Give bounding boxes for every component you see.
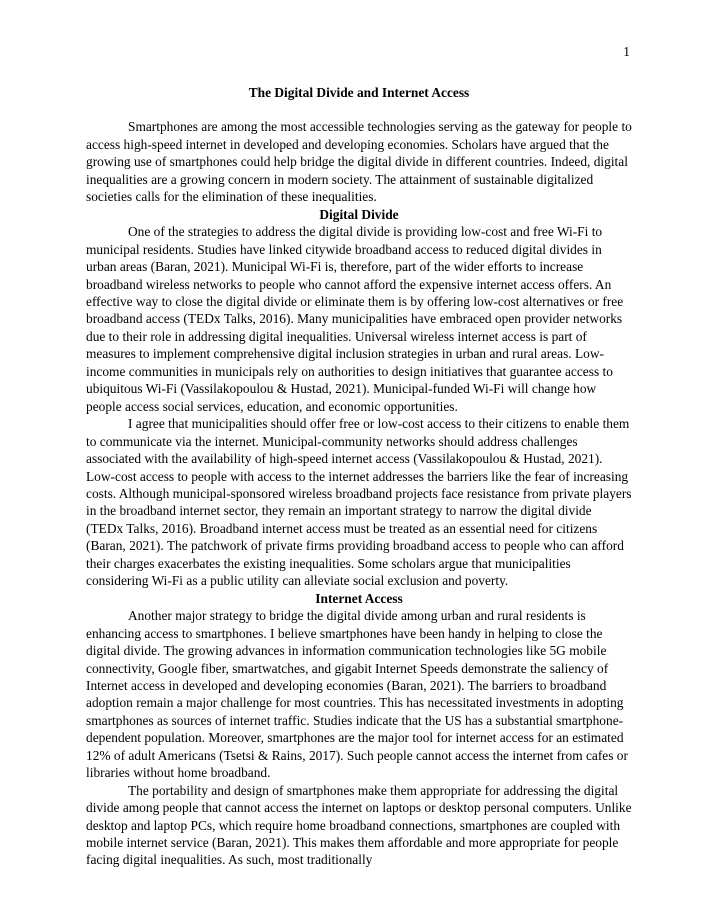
section-heading-internet-access: Internet Access [315, 590, 403, 606]
body-paragraph: The portability and design of smartphones make them appropriate for addressing the digital divide among people that cannot access the internet on laptops or desktop personal computers. Unlike desktop and laptop PCs, which require home broadband connections, smartphones are coupled with mobile internet service (Baran, 2021). This makes them affordable and more appropriate for people facing digital inequalities. As such, most traditionally [86, 782, 632, 868]
document-body [86, 84, 632, 869]
body-paragraph: One of the strategies to address the digital divide is providing low-cost and free Wi-Fi to municipal residents. Studies have linked citywide broadband access to reduced digital divides in urban areas (Baran, 2021). Municipal Wi-Fi is, therefore, part of the wider efforts to increase broadband wireless networks to people who cannot afford the expensive internet access offers. An effective way to close the digital divide or eliminate them is by offering low-cost alternatives or free broadband access (TEDx Talks, 2016). Many municipalities have embraced open provider networks due to their role in addressing digital inequalities. Universal wireless internet access is part of measures to implement comprehensive digital inclusion strategies in urban and rural areas. Low-income communities in municipals rely on authorities to design initiatives that guarantee access to ubiquitous Wi-Fi (Vassilakopoulou & Hustad, 2021). Municipal-funded Wi-Fi will change how people access social services, education, and economic opportunities. [86, 224, 624, 414]
document-title: The Digital Divide and Internet Access [248, 85, 470, 100]
intro-paragraph: Smartphones are among the most accessible technologies serving as the gateway for people to access high-speed internet in developed and developing economies. Scholars have argued that the growing use of smartphones could help bridge the digital divide in different countries. Indeed, digital inequalities are a growing concern in modern society. The attainment of sustainable digitalized societies calls for the elimination of these inequalities. [86, 119, 632, 205]
section-heading-digital-divide: Digital Divide [319, 206, 399, 222]
body-paragraph: I agree that municipalities should offer free or low-cost access to their citizens to enable them to communicate via the internet. Municipal-community networks should address challenges associated with the availability of high-speed internet access (Vassilakopoulou & Hustad, 2021). Low-cost access to people with access to the internet addresses the barriers like the fear of increasing costs. Although municipal-sponsored wireless broadband projects face resistance from private players in the broadband internet sector, they remain an important strategy to narrow the digital divide (TEDx Talks, 2016). Broadband internet access must be treated as an essential need for citizens (Baran, 2021). The patchwork of private firms providing broadband access to people who can afford their charges exacerbates the existing inequalities. Some scholars argue that municipalities considering Wi-Fi as a public utility can alleviate social exclusion and poverty. [86, 416, 632, 589]
page-number: 1 [623, 44, 630, 59]
body-paragraph: Another major strategy to bridge the digital divide among urban and rural residents is enhancing access to smartphones. I believe smartphones have been handy in helping to close the digital divide. The growing advances in information communication technologies like 5G mobile connectivity, Google fiber, smartwatches, and gigabit Internet Speeds demonstrate the saliency of Internet access in developed and developing economies (Baran, 2021). The barriers to broadband adoption remain a major challenge for most countries. This has necessitated investments in adopting smartphones as sources of internet traffic. Studies indicate that the US has a substantial smartphone-dependent population. Moreover, smartphones are the major tool for internet access for an estimated 12% of adult Americans (Tsetsi & Rains, 2017). Such people cannot access the internet from cafes or libraries without home broadband. [86, 608, 628, 781]
